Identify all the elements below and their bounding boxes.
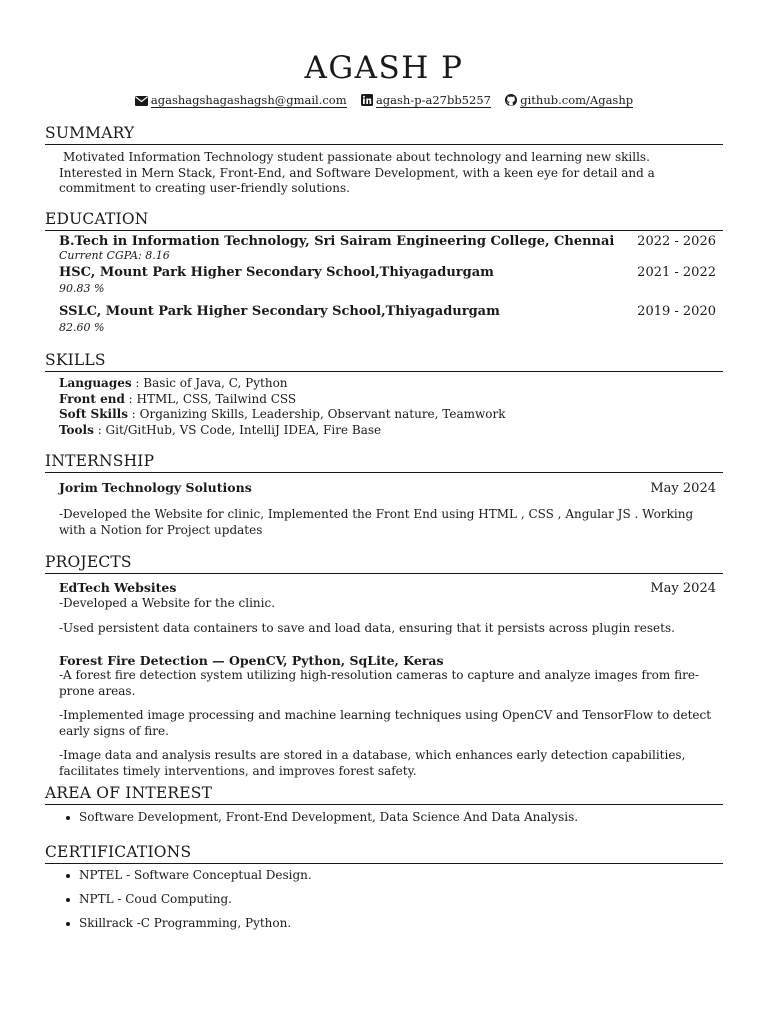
section-title: EDUCATION bbox=[45, 210, 723, 231]
skill-row bbox=[59, 423, 716, 439]
internship-company: Jorim Technology Solutions bbox=[59, 480, 252, 495]
education-years: 2021 - 2022 bbox=[637, 265, 716, 280]
interest-section bbox=[45, 784, 723, 825]
section-title: PROJECTS bbox=[45, 553, 723, 574]
summary-text: Motivated Information Technology student passionate about technology and learning new skills. Interested in Mern Stack, Front-End, and Software Development, with a keen eye for detail and a commitment to creating user-friendly solutions. bbox=[59, 150, 655, 195]
skill-value: : Git/GitHub, VS Code, IntelliJ IDEA, Fire Base bbox=[93, 422, 382, 437]
skill-value: : Basic of Java, C, Python bbox=[131, 376, 288, 390]
project-line: -Image data and analysis results are stored in a database, which enhances early detection capabilities, facilitates timely interventions, and improves forest safety. bbox=[59, 748, 686, 778]
github-icon bbox=[505, 94, 517, 110]
internship-description: -Developed the Website for clinic, Implemented the Front End using HTML , CSS , Angular JS . Working with a Notion for Project updates bbox=[59, 507, 694, 537]
education-item bbox=[59, 234, 716, 263]
section-title: SKILLS bbox=[45, 351, 723, 372]
skill-label: Front end bbox=[59, 391, 125, 406]
list-item: NPTL - Coud Computing. bbox=[59, 892, 723, 907]
project-name: Forest Fire Detection — OpenCV, Python, SqLite, Keras bbox=[59, 653, 444, 668]
education-years: 2022 - 2026 bbox=[637, 234, 716, 249]
linkedin-link[interactable]: agash-p-a27bb5257 bbox=[375, 93, 491, 107]
projects-list bbox=[59, 580, 716, 779]
skill-label: Languages bbox=[59, 376, 132, 390]
project-line: -Used persistent data containers to save and load data, ensuring that it persists across plugin resets. bbox=[59, 620, 675, 635]
project-name: EdTech Websites bbox=[59, 580, 177, 595]
skill-row bbox=[59, 376, 716, 392]
education-section bbox=[45, 210, 723, 335]
section-title: CERTIFICATIONS bbox=[45, 843, 723, 864]
interest-list bbox=[59, 810, 723, 825]
section-title: AREA OF INTEREST bbox=[45, 784, 723, 805]
education-degree: SSLC, Mount Park Higher Secondary School,Thiyagadurgam bbox=[59, 304, 500, 319]
skill-value: : Organizing Skills, Leadership, Observant nature, Teamwork bbox=[127, 407, 506, 421]
education-detail: 82.60 % bbox=[59, 321, 105, 334]
list-item: Software Development, Front-End Development, Data Science And Data Analysis. bbox=[59, 810, 723, 825]
education-list bbox=[59, 234, 716, 335]
certifications-list bbox=[59, 868, 723, 931]
skills-list bbox=[59, 376, 716, 438]
skills-section bbox=[45, 351, 723, 438]
project-line: -Implemented image processing and machine learning techniques using OpenCV and TensorFlow to detect early signs of fire. bbox=[59, 708, 712, 738]
project-line: -A forest fire detection system utilizing high-resolution cameras to capture and analyze images from fire-prone areas. bbox=[59, 668, 699, 698]
project-item bbox=[59, 653, 716, 779]
education-item bbox=[59, 265, 716, 296]
project-line: -Developed a Website for the clinic. bbox=[59, 596, 276, 610]
section-title: SUMMARY bbox=[45, 124, 723, 145]
internship-date: May 2024 bbox=[650, 481, 716, 496]
project-item bbox=[59, 580, 716, 636]
section-title: INTERNSHIP bbox=[45, 452, 723, 473]
education-item bbox=[59, 304, 716, 335]
internship-entry bbox=[59, 480, 716, 538]
certifications-section bbox=[45, 843, 723, 931]
list-item: Skillrack -C Programming, Python. bbox=[59, 916, 723, 931]
education-detail: 90.83 % bbox=[59, 282, 105, 295]
project-date: May 2024 bbox=[650, 581, 716, 596]
education-degree: HSC, Mount Park Higher Secondary School,Thiyagadurgam bbox=[59, 265, 494, 280]
list-item: NPTEL - Software Conceptual Design. bbox=[59, 868, 723, 883]
github-link[interactable]: github.com/Agashp bbox=[520, 93, 634, 107]
summary-section bbox=[45, 124, 723, 197]
skill-value: : HTML, CSS, Tailwind CSS bbox=[124, 391, 297, 406]
education-degree: B.Tech in Information Technology, Sri Sairam Engineering College, Chennai bbox=[59, 234, 615, 249]
projects-section bbox=[45, 553, 723, 779]
skill-label: Soft Skills bbox=[59, 407, 128, 421]
education-years: 2019 - 2020 bbox=[637, 304, 716, 319]
candidate-name: AGASH P bbox=[304, 50, 464, 86]
internship-section bbox=[45, 452, 723, 538]
skill-row bbox=[59, 407, 716, 423]
skill-label: Tools bbox=[59, 422, 94, 437]
contact-line bbox=[0, 92, 768, 110]
email-link[interactable]: agashagshagashagsh@gmail.com bbox=[150, 93, 347, 107]
skill-row bbox=[59, 392, 716, 408]
education-detail: Current CGPA: 8.16 bbox=[59, 249, 170, 262]
envelope-icon bbox=[135, 94, 148, 110]
linkedin-icon bbox=[361, 94, 373, 110]
